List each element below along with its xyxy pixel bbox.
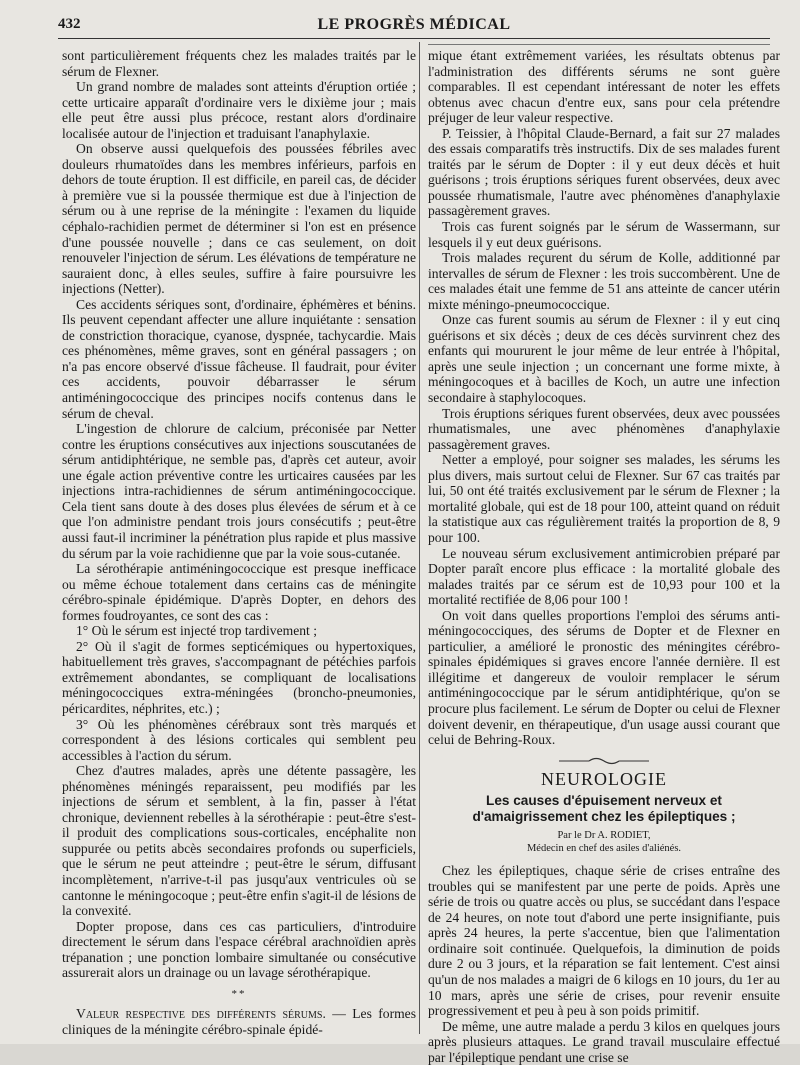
- list-item: 3° Où les phénomènes cérébraux sont très marqués et correspondent à des lésions corticales qui semblent peu accessibles à l'action du sérum.: [62, 716, 416, 763]
- paragraph: On voit dans quelles proportions l'emploi des sérums anti-méningococciques, des sérums de Dopter et de Flexner en particulier, a amélioré le pronostic des méningites cérébro-spinales épidémiques si graves encore l'année dernière. Il est illégitime et dangereux de vouloir remplacer le sérum antiméningococcique par le sérum antidiphtérique, qu'on se procure plus facilement. Le sérum de Dopter ou celui de Flexner doivent devenir, en thérapeutique, d'un usage aussi courant que celui de Behring-Roux.: [428, 607, 780, 748]
- paragraph: On observe aussi quelquefois des poussées fébriles avec douleurs rhumatoïdes dans les membres inférieurs, parfois en dehors de toute éruption. Il est difficile, en pareil cas, de décider à première vue si la poussée thermique est due à l'injection de sérum ou à une reprise de la méningite : l'examen du liquide céphalo-rachidien permet de déterminer si l'on est en présence d'une poussée nouvelle ; dans ce cas seulement, on doit renouveler l'injection de sérum. Les élévations de température ne sauraient donc, à elles seules, suffire à faire poursuivre les injections (Netter).: [62, 141, 416, 297]
- left-column: [62, 48, 416, 1037]
- paragraph: Netter a employé, pour soigner ses malades, les sérums les plus divers, mais surtout celui de Flexner. Sur 67 cas traités par lui, 50 ont été traités exclusivement par le sérum de Flexner ; la mortalité globale, qui est de 18 pour 100, atteint quand on réduit la statistique aux cas régulièrement traités la proportion de 8, 9 pour 100.: [428, 452, 780, 545]
- paragraph: La sérothérapie antiméningococcique est presque inefficace ou même échoue totalement dans certains cas de méningite cérébro-spinale épidémique. D'après Dopter, en dehors des formes foudroyantes, ce sont des cas :: [62, 561, 416, 623]
- paragraph: P. Teissier, à l'hôpital Claude-Bernard, a fait sur 27 malades des essais comparatifs très instructifs. Dix de ses malades furent traités par le sérum de Dopter : il y eut deux décès et huit guérisons ; trois éruptions sériques furent observées, deux avec poussée rhumatismale, l'autre avec phénomènes d'anaphylaxie passagèrement graves.: [428, 125, 780, 219]
- section-title: NEUROLOGIE: [541, 768, 667, 789]
- paragraph: Trois cas furent soignés par le sérum de Wassermann, sur lesquels il y eut deux guérisons.: [428, 219, 780, 250]
- paragraph: Trois éruptions sériques furent observées, deux avec poussées rhumatismales, une avec phénomènes d'anaphylaxie passagèrement graves.: [428, 405, 780, 452]
- list-item: 1° Où le sérum est injecté trop tardivement ;: [76, 623, 317, 639]
- inline-text: — Les formes cliniques de la méningite cérébro-spinale épidé-: [62, 1006, 417, 1037]
- right-column: [428, 48, 780, 1065]
- paragraph: mique étant extrêmement variées, les résultats obtenus par l'administration des différents sérums ne sont guère comparables. Il est cependant intéressant de noter les effets obtenus avec chacun d'entre eux, sans pour cela prétendre préjuger de leur valeur respective.: [428, 48, 780, 126]
- paragraph: Le nouveau sérum exclusivement antimicrobien préparé par Dopter paraît encore plus efficace : la mortalité globale des malades traités par ce sérum est de 10,93 pour 100 et la mortalité rectifiée de 8,06 pour 100 !: [428, 545, 780, 608]
- paragraph: Onze cas furent soumis au sérum de Flexner : il y eut cinq guérisons et six décès ; deux de ces décès survinrent chez des enfants qui moururent le jour même de leur entrée à l'hôpital, après une seule injection ; un concernant une forme mixte, à méningocoques et à bacilles de Koch, un autre une infection secondaire à staphylocoques.: [428, 312, 780, 406]
- list-item: 2° Où il s'agit de formes septicémiques ou hypertoxiques, habituellement très graves, s'accompagnant de pétéchies parfois extrêmement abondantes, se compliquant de localisations méningococciques extra-méningées (broncho-pneumonies, péricardites, néphrites, etc.) ;: [62, 638, 416, 716]
- paragraph: Chez d'autres malades, après une détente passagère, les phénomènes méningés reparaissent, peu modifiés par les injections de sérum et semblent, à la fin, passer à l'état chronique, deviennent rebelles à la sérothérapie : peut-être s'est-il produit des complications sous-corticales, encéphalite non suppurée ou petits abcès secondaires profonds ou superficiels, que le sérum ne peut atteindre ; peut-être le sérum, diffusant incomplètement, n'arrive-t-il pas jusqu'aux ventricules où se cantonne le méningocoque ; peut-être enfin s'agit-il de lésions de la convexité.: [62, 763, 416, 919]
- page-number: 432: [58, 16, 81, 32]
- paragraph: Trois malades reçurent du sérum de Kolle, additionné par intervalles de sérum de Flexner : les trois succombèrent. Une de ces malades était une femme de 51 ans atteinte de cancer utérin mixte méningo-pneumococcique.: [428, 250, 780, 312]
- section-separator-stars: **: [231, 987, 247, 1000]
- paragraph: Dopter propose, dans ces cas particuliers, d'introduire directement le sérum dans l'espace cérébral arachnoïdien après trépanation ; une ponction lombaire simultanée ou consécutive assurerait alors un drainage ou un lavage sérothérapique.: [62, 918, 416, 981]
- inline-heading: Valeur respective des différents sérums.: [76, 1006, 326, 1022]
- paragraph: sont particulièrement fréquents chez les malades traités par le sérum de Flexner.: [62, 48, 416, 79]
- article-byline: Par le Dr A. RODIET,: [557, 830, 651, 842]
- paragraph: Chez les épileptiques, chaque série de crises entraîne des troubles qui se manifestent par une perte de poids. Après une série de trois ou quatre accès ou plus, se succédant dans l'espace de 24 heures, on note tout d'abord une perte insignifiante, puis après 24 heures, la perte s'accentue, bien que l'alimentation ordinaire soit continuée. Quelquefois, la diminution de poids dure 2 ou 3 jours, et la réparation se fait lentement. C'est ainsi qu'un de nos malades a maigri de 6 kilogs en 10 jours, du 1er au 10 mars, après une série de crises, pour revenir ensuite progressivement et peu à peu à son poids primitif.: [428, 863, 780, 1019]
- paragraph: Un grand nombre de malades sont atteints d'éruption ortiée ; cette urticaire apparaît d'ordinaire vers le dixième jour ; mais elle peut être aussi plus précoce, restant alors d'ordinaire localisée autour de l'injection et traduisant l'anaphylaxie.: [62, 79, 416, 141]
- paragraph: Ces accidents sériques sont, d'ordinaire, éphémères et bénins. Ils peuvent cependant affecter une allure inquiétante : sensation de constriction thoracique, cyanose, dyspnée, tachycardie. Mais ces phénomènes, même graves, sont en général passagers ; on n'a pas encore observé d'issue fâcheuse. Il faudrait, pour éviter ces accidents, pouvoir débarrasser le sérum antiméningococcique des principes nocifs contenus dans le sérum de cheval.: [62, 296, 416, 421]
- author-affiliation: Médecin en chef des asiles d'aliénés.: [526, 843, 682, 855]
- paragraph: De même, une autre malade a perdu 3 kilos en quelques jours après plusieurs attaques. Le grand travail musculaire effectué par l'épileptique pendant une crise se: [428, 1018, 780, 1065]
- column-divider: [419, 42, 420, 1034]
- header-rule: [428, 44, 770, 45]
- article-title: Les causes d'épuisement nerveux et d'amaigrissement chez les épileptiques ;: [472, 793, 736, 825]
- ornament-rule-icon: [559, 756, 649, 766]
- paragraph: L'ingestion de chlorure de calcium, préconisée par Netter contre les éruptions consécutives aux injections souscutanées de sérum antidiphtérique, ne semble pas, d'après cet auteur, avoir une égale action préventive contre les urticaires causées par les injections intra-rachidiennes de sérum antiméningococcique. Cela tient sans doute à des doses plus élevées de sérum et à ce que l'on administre pendant trois jours consécutifs ; peut-être aussi faut-il incriminer la pénétration plus rapide et plus massive du sérum par la voie rachidienne que par la voie sous-cutanée.: [62, 421, 416, 561]
- journal-title: LE PROGRÈS MÉDICAL: [317, 16, 511, 33]
- paragraph-with-heading: [62, 1006, 416, 1037]
- page-header: [58, 16, 770, 39]
